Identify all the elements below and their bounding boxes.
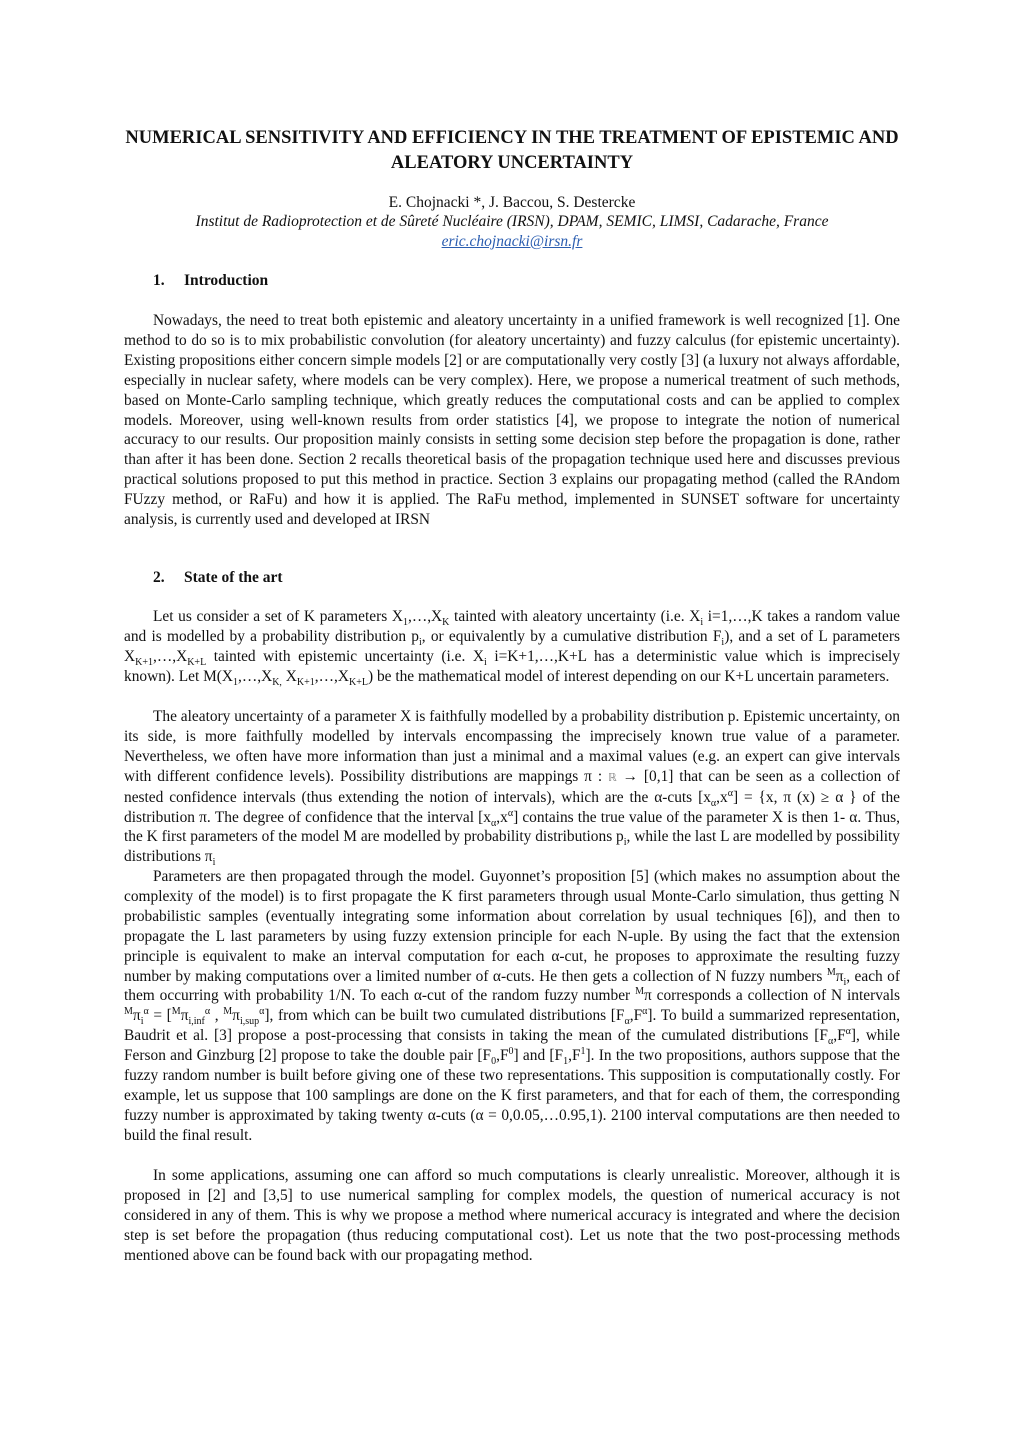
paragraph-introduction: Nowadays, the need to treat both epistemic and aleatory uncertainty in a unified framework is well recognized [1]. One method to do so is to mix probabilistic convolution (for aleatory uncertainty) and fuzzy calculus (for epistemic uncertainty). Existing propositions either concern simple models [2] or are computationally very costly [3] (a luxury not always affordable, especially in nuclear safety, where models can be very complex). Here, we propose a numerical treatment of such methods, based on Monte-Carlo sampling technique, which greatly reduces the computational costs and can be applied to complex models. Moreover, using well-known results from order statistics [4], we propose to integrate the notion of numerical accuracy to our results. Our proposition mainly consists in setting some decision step before the propagation is done, rather than after it has been done. Section 2 recalls theoretical basis of the propagation technique used here and discusses previous practical solutions proposed to put this method in practice. Section 3 explains our propagating method (called the RAndom FUzzy method, or RaFu) and how it is applied. The RaFu method, implemented in SUNSET software for uncertainty analysis, is currently used and developed at IRSN [124,312,900,529]
paper-title: NUMERICAL SENSITIVITY AND EFFICIENCY IN THE TREATMENT OF EPISTEMIC AND ALEATORY UNCERTAINTY [125,128,899,173]
affiliation: Institut de Radioprotection et de Sûreté Nucléaire (IRSN), DPAM, SEMIC, LIMSI, Cadarache, France [195,213,829,230]
section-number: 1. [153,272,165,289]
paragraph-state-4: In some applications, assuming one can afford so much computations is clearly unrealistic. Moreover, although it is proposed in [2] and [3,5] to use numerical sampling for complex models, the question of numerical accuracy is not considered in any of them. This is why we propose a method where numerical accuracy is integrated and where the decision step is set before the propagation (thus reducing computational cost). Let us note that the two post-processing methods mentioned above can be found back with our propagating method. [124,1167,900,1264]
paragraph-state-1: Let us consider a set of K parameters $X_1,\dots,X_K$ tainted with aleatory uncertainty (i.e. $X_i$ i=1,…,K takes a random value and is modelled by a probability distribution $p_i$, or equivalently by a cumulative distribution $F_i$), and a set of L parameters $X_{K+1},\dots,X_{K+L}$ tainted with epistemic uncertainty (i.e. $X_i$ i=K+1,…,K+L has a deterministic value which is imprecisely known). Let $M(X_1,\dots,X_{K,}$ $X_{K+1},\dots,X_{K+L}$) be the mathematical model of interest depending on our K+L uncertain parameters. [124,608,901,688]
section-heading-state-of-the-art [153,568,283,588]
email-link[interactable]: eric.chojnacki@irsn.fr [441,233,583,250]
section-heading-introduction [153,271,268,291]
paragraph-state-3: Parameters are then propagated through the model. Guyonnet’s proposition [5] (which makes no assumption about the complexity of the model) is to first propagate the K first parameters through usual Monte-Carlo simulation, thus getting N probabilistic samples (eventually integrating some information about correlation by usual techniques [6]), and then to propagate the L last parameters by using fuzzy extension principle for each N-uple. By using the fact that the extension principle is equivalent to make an interval computation for each α-cut, he proposes to approximate the resulting fuzzy number by making computations over a limited number of α-cuts. He then gets a collection of N fuzzy numbers $^M\pi_i$, each of them occurring with probability 1/N. To each α-cut of the random fuzzy number $^M$π corresponds a collection of N intervals $^M\pi_i^\alpha = [^M\pi_{i,inf}^\alpha$ , $^M\pi_{i,sup}^\alpha$], from which can be built two cumulated distributions $[F_\alpha,F^\alpha]$. To build a summarized representation, Baudrit et al. [3] propose a post-processing that consists in taking the mean of the cumulated distributions $[F_\alpha,F^\alpha]$, while Ferson and Ginzburg [2] propose to take the double pair $[F_0,F^0]$ and $[F_1,F^1]$. In the two propositions, authors suppose that the fuzzy random number is built before giving one of these two representations. This supposition is computationally costly. For example, let us suppose that 100 samplings are done on the K first parameters, and that for each of them, the corresponding fuzzy number is approximated by taking twenty α-cuts (α = 0,0.05,…0.95,1). 2100 interval computations are then needed to build the final result. [124,868,901,1144]
section-title: Introduction [184,272,269,289]
paragraph-state-2: The aleatory uncertainty of a parameter X is faithfully modelled by a probability distribution p. Epistemic uncertainty, on its side, is more faithfully modelled by intervals encompassing the imprecisely known true value of a parameter. Nevertheless, we often have more information than just a minimal and a maximal values (e.g. an expert can give intervals with different confidence levels). Possibility distributions are mappings π : ℝ → [0,1] that can be seen as a collection of nested confidence intervals (thus extending the notion of intervals), which are the α-cuts $[x_\alpha,x^\alpha] = \{x$, π (x) ≥ α } of the distribution π. The degree of confidence that the interval $[x_\alpha,x^\alpha]$ contains the true value of the parameter X is then 1- α. Thus, the K first parameters of the model M are modelled by probability distributions $p_i$, while the last L are modelled by possibility distributions $\pi_i$ [124,708,901,869]
authors: E. Chojnacki *, J. Baccou, S. Destercke [388,194,636,211]
section-title: State of the art [184,569,283,586]
section-number: 2. [153,569,165,586]
email-line [124,232,900,252]
